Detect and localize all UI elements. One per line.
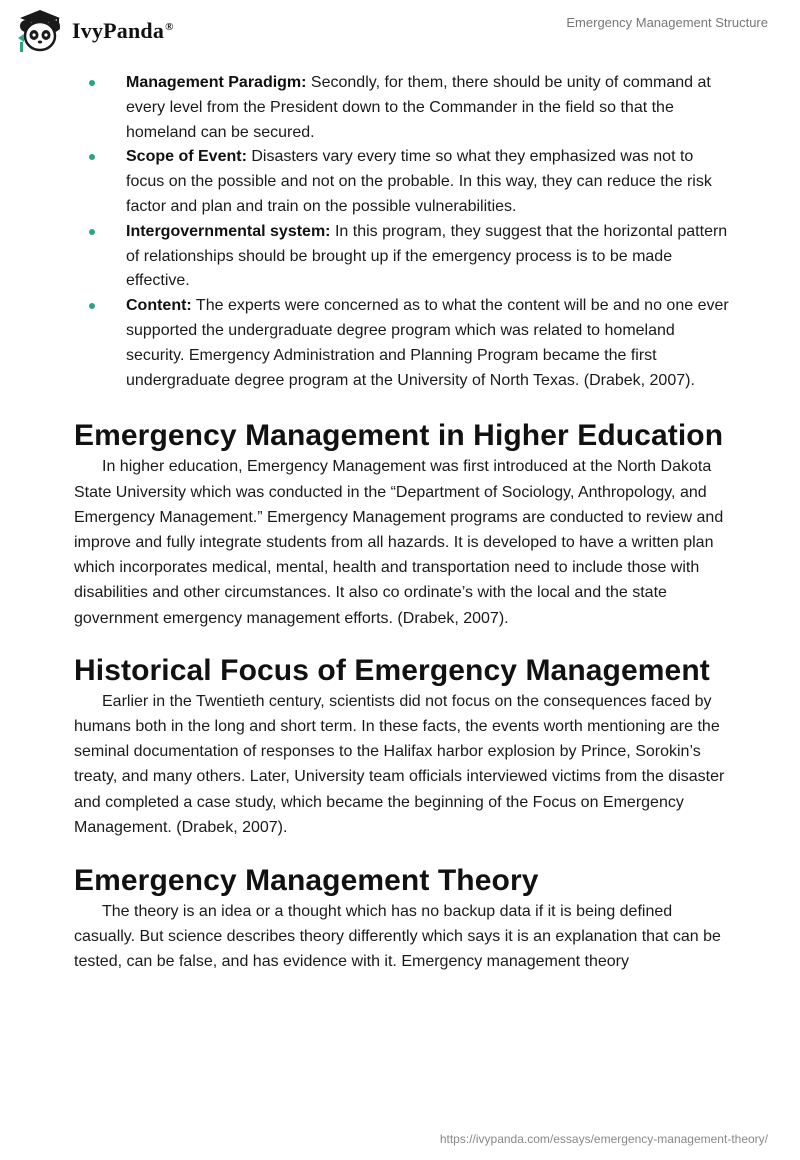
- panda-graduate-icon: [14, 8, 66, 54]
- section-heading-theory: Emergency Management Theory: [74, 864, 539, 897]
- list-item: [74, 294, 730, 393]
- document-title: Emergency Management Structure: [566, 15, 768, 30]
- ivypanda-logo[interactable]: [14, 8, 174, 54]
- footer-url[interactable]: https://ivypanda.com/essays/emergency-management-theory/: [439, 1132, 768, 1146]
- list-item: [74, 220, 730, 294]
- bullet-term: Scope of Event:: [126, 148, 247, 166]
- section-paragraph-theory: The theory is an idea or a thought which has no backup data if it is being defined casually. But science describes theory differently which says it is an explanation that can be tested, can be false, and has evidence with it. Emergency management theory: [74, 903, 721, 971]
- section-paragraph-higher-education: In higher education, Emergency Management was first introduced at the North Dakota State University which was conducted in the “Department of Sociology, Anthropology, and Emergency Management.” Emergency Management programs are conducted to review and improve and fully integrate students from all hazards. It is developed to have a written plan which incorporates medical, mental, health and transportation need to include those with disabilities and other circumstances. It also co ordinate’s with the local and the state government emergency management efforts. (Drabek, 2007).: [74, 458, 724, 627]
- section-heading-historical-focus: Historical Focus of Emergency Management: [74, 653, 710, 687]
- section-heading-higher-education: Emergency Management in Higher Education: [74, 419, 724, 453]
- bullet-term: Content:: [126, 297, 192, 315]
- bullet-text: The experts were concerned as to what the content will be and no one ever supported the undergraduate degree program which was related to homeland security. Emergency Administration and Planning Program became the first undergraduate degree program at the University of North Texas. (Drabek, 2007).: [126, 297, 729, 389]
- bullet-text: In this program, they suggest that the horizontal pattern of relationships should be brought up if the emergency process is to be made effective.: [126, 222, 728, 290]
- bullet-text: Secondly, for them, there should be unity of command at every level from the President down to the Commander in the field so that the homeland can be secured.: [126, 74, 711, 141]
- bullet-icon: [89, 303, 95, 309]
- bullet-icon: [89, 80, 95, 86]
- bullet-term: Intergovernmental system:: [126, 222, 331, 240]
- bullet-term: Management Paradigm:: [126, 74, 307, 91]
- section-paragraph-historical-focus: Earlier in the Twentieth century, scientists did not focus on the consequences faced by humans both in the long and short term. In these facts, the events worth mentioning are the seminal documentation of responses to the Halifax harbor explosion by Prince, Sorokin’s treaty, and many others. Later, University team officials interviewed victims from the disaster and completed a case study, which became the beginning of the Focus on Emergency Management. (Drabek, 2007).: [74, 692, 725, 836]
- logo-text: IvyPanda®: [72, 18, 174, 43]
- bullet-icon: [89, 229, 95, 235]
- list-item: [74, 71, 730, 145]
- bullet-list: [74, 71, 730, 393]
- bullet-icon: [89, 154, 95, 160]
- article-content: [74, 71, 730, 975]
- list-item: [74, 145, 730, 219]
- page-header: [0, 0, 800, 60]
- bullet-text: Disasters vary every time so what they emphasized was not to focus on the possible and not on the probable. In this way, they can reduce the risk factor and plan and train on the possible vulnerabilities.: [126, 148, 712, 215]
